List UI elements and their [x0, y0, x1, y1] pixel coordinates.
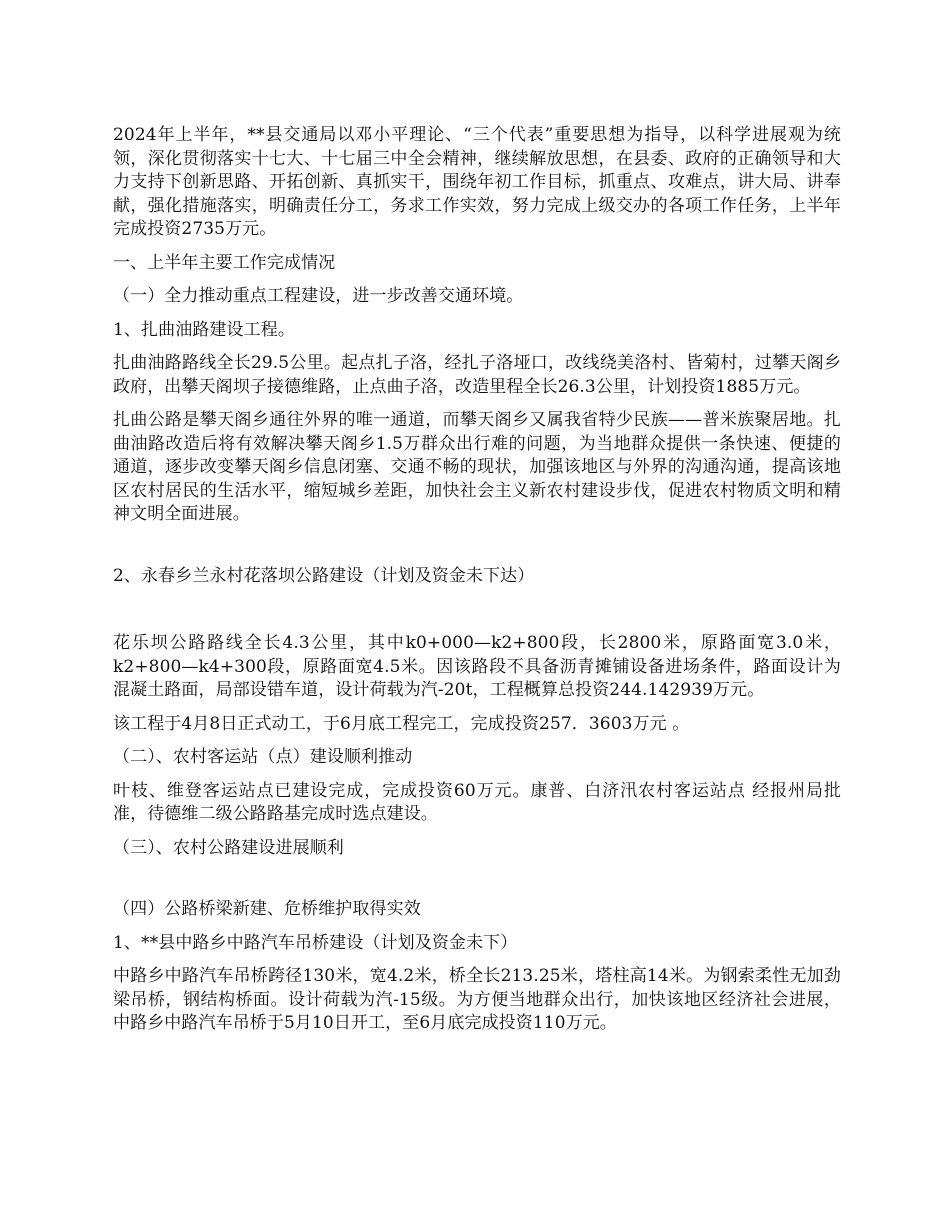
subsection-heading-2: （二）、农村客运站（点）建设顺利推动 [113, 747, 413, 767]
body-paragraph: 扎曲油路路线全长29.5公里。起点扎子洛，经扎子洛垭口，改线绕美洛村、皆菊村，过攀天阁乡政府，出攀天阁坝子接德维路，止点曲子洛，改造里程全长26.3公里，计划投资1885万元。 [113, 353, 841, 397]
document-body [113, 124, 841, 1046]
item-heading-3: 1、**县中路乡中路汽车吊桥建设（计划及资金未下） [113, 932, 518, 953]
body-paragraph: 该工程于4月8日正式动工，于6月底工程完工，完成投资257．3603万元 。 [113, 713, 690, 734]
subsection-heading-3: （三）、农村公路建设进展顺利 [113, 837, 344, 858]
body-paragraph: 中路乡中路汽车吊桥跨径130米，宽4.2米，桥全长213.25米，塔柱高14米。为钢索柔性无加劲梁吊桥，钢结构桥面。设计荷载为汽-15级。为方便当地群众出行，加快该地区经济社会进展，中路乡中路汽车吊桥于5月10日开工，至6月底完成投资110万元。 [113, 966, 841, 1033]
body-paragraph: 扎曲公路是攀天阁乡通往外界的唯一通道，而攀天阁乡又属我省特少民族——普米族聚居地。扎曲油路改造后将有效解决攀天阁乡1.5万群众出行难的问题，为当地群众提供一条快速、便捷的通道，逐步改变攀天阁乡信息闭塞、交通不畅的现状，加强该地区与外界的沟通沟通，提高该地区农村居民的生活水平，缩短城乡差距，加快社会主义新农村建设步伐，促进农村物质文明和精神文明全面进展。 [113, 410, 841, 524]
body-paragraph: 花乐坝公路路线全长4.3公里，其中k0+000—k2+800段，长2800米，原路面宽3.0米，k2+800—k4+300段，原路面宽4.5米。因该路段不具备沥青摊铺设备进场条件，路面设计为混凝土路面，局部设错车道，设计荷载为汽-20t，工程概算总投资244.142939万元。 [113, 633, 841, 700]
item-heading-2: 2、永春乡兰永村花落坝公路建设（计划及资金未下达） [113, 565, 535, 586]
body-paragraph: 叶枝、维登客运站点已建设完成，完成投资60万元。康普、白济汛农村客运站点 经报州局批准，待德维二级公路路基完成时选点建设。 [113, 780, 841, 824]
subsection-heading-4: （四）公路桥梁新建、危桥维护取得实效 [113, 899, 421, 919]
subsection-heading-1: （一）全力推动重点工程建设，进一步改善交通环境。 [113, 286, 524, 306]
intro-paragraph: 2024年上半年，**县交通局以邓小平理论、“三个代表”重要思想为指导，以科学进展观为统领，深化贯彻落实十七大、十七届三中全会精神，继续解放思想，在县委、政府的正确领导和大力支持下创新思路、开拓创新、真抓实干，围绕年初工作目标，抓重点、攻难点，讲大局、讲奉献，强化措施落实，明确责任分工，务求工作实效，努力完成上级交办的各项工作任务，上半年完成投资2735万元。 [113, 125, 841, 239]
item-heading-1: 1、扎曲油路建设工程。 [113, 319, 295, 340]
section-heading-1: 一、上半年主要工作完成情况 [113, 252, 336, 273]
